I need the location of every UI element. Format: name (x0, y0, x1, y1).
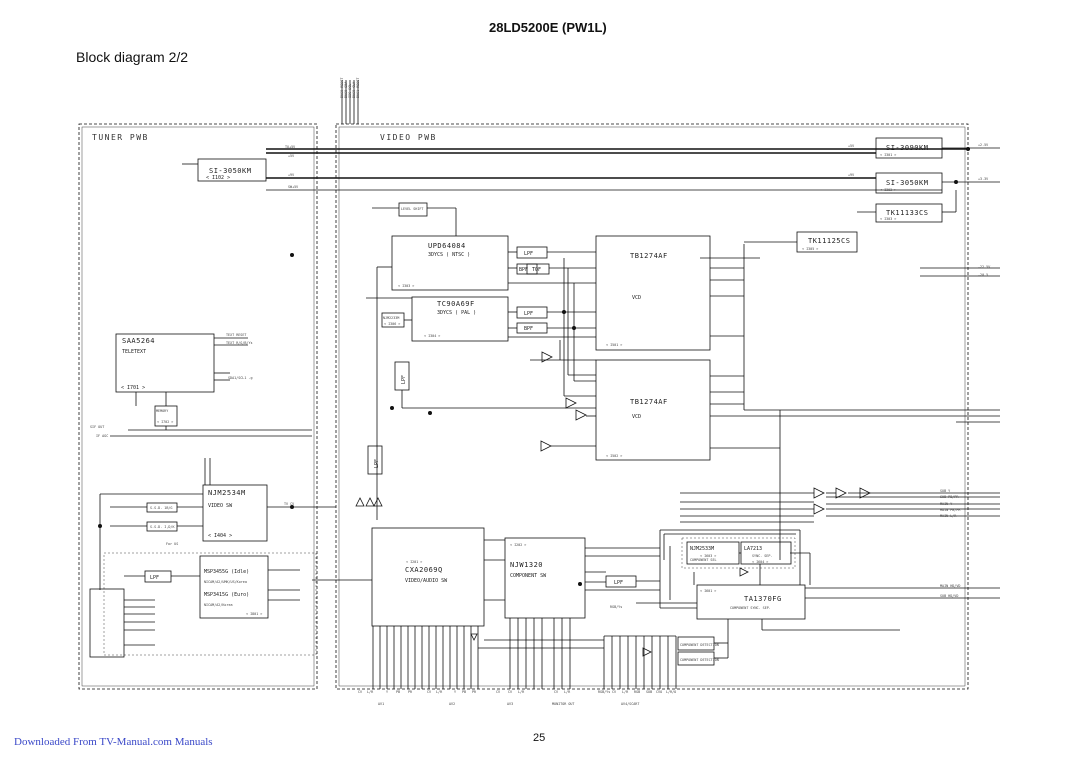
memory-label: MEMORY (156, 409, 169, 413)
msp-sub1: NICAM/A2/UMK/US/Korea (204, 580, 247, 584)
signal-3v3: +3.3V (978, 177, 989, 181)
pin-label: L/R (367, 690, 374, 694)
ssd1-label: S.S.D. 1B/G (150, 506, 173, 510)
tuner-pwb-frame (79, 124, 317, 689)
tk11133cs-label: TK11133CS (886, 209, 929, 217)
signal-rgb-ys: RGB/Ys (610, 605, 623, 609)
signal-tu5v: TU+5V (285, 145, 296, 149)
signal-main-lr: MAIN L/R (940, 514, 957, 518)
comp-det2-label: COMPONENT DETECTION (680, 658, 719, 662)
signal-5v: +5V (288, 154, 295, 158)
lpf-vert2-label: LPF (374, 458, 380, 468)
svg-text:BUS0 CLK: BUS0 CLK (352, 81, 356, 98)
video-pwb-frame (336, 124, 968, 689)
signal-sub-pbpr: SUB PB/PR (940, 495, 959, 499)
saa5264-ref: < I701 > (121, 385, 146, 391)
tof-label: TOF (532, 267, 542, 273)
tb1274af-2-ref: < I502 > (606, 454, 623, 458)
njw1320-sub: COMPONENT SW (510, 573, 547, 579)
pin-label: RGB (634, 690, 641, 694)
svg-text:BUS1 RESET: BUS1 RESET (356, 77, 360, 98)
comp-det1-label: COMPONENT DETECTION (680, 643, 719, 647)
signal-tv-cv: TV CV (284, 502, 295, 506)
signal-9v: +9V (288, 173, 295, 177)
saa5264-sub: TELETEXT (122, 349, 147, 355)
lpf-vert1-label: LPF (401, 374, 407, 384)
signal-text-reset: TEXT RESET (226, 333, 247, 337)
la7213-label: LA7213 (744, 546, 763, 552)
tb1274af-1-label: TB1274AF (630, 252, 668, 260)
pin-label: L/R (518, 690, 525, 694)
signal-for-us: For US (166, 542, 179, 546)
memory-ref: < I702 > (157, 420, 174, 424)
pin-label: L/R/O (666, 690, 677, 694)
connector-group: AV3 (507, 702, 514, 706)
signal-2v5: +2.5V (978, 143, 989, 147)
upd64084-ref: < I303 > (398, 284, 415, 288)
pin-label: Y (386, 690, 389, 694)
njm2233m-label: NJM2233M (383, 316, 400, 320)
tb1274af-1-sub: VCD (632, 295, 642, 301)
signal-main-pbpr: MAIN PB/PR (940, 508, 961, 512)
tb1274af-2-label: TB1274AF (630, 398, 668, 406)
signal-text-rgb: TEXT R/G/B/Ys (226, 341, 253, 345)
pin-label: CV (554, 690, 559, 694)
level-shift-label: LEVEL SHIFT (401, 207, 424, 211)
tc90a69f-ref: < I304 > (424, 334, 441, 338)
signal-sda-scl: SDA1/SCL1 -g (228, 376, 253, 380)
pin-label: SUB (646, 690, 653, 694)
ta1370fg-sub: COMPONENT SYNC. SEP. (730, 606, 771, 610)
signal-sub-y: SUB Y (940, 489, 951, 493)
bottom-connector-pins (358, 690, 676, 706)
signal-sub-hdvd: SUB HD/VD (940, 594, 959, 598)
pin-label: PB (462, 690, 467, 694)
tuner-connector-box (90, 589, 124, 657)
upd64084-sub: 3DYCS ( NTSC ) (428, 252, 471, 258)
ssd2-label: S.S.D. I,D/K (150, 525, 175, 529)
cxa2069q-label: CXA2069Q (405, 566, 443, 574)
saa5264-label: SAA5264 (122, 337, 156, 345)
si3090km-label: SI-3090KM (886, 144, 929, 152)
connector-group: MONITOR OUT (552, 702, 575, 706)
lpf1-label: LPF (524, 251, 534, 257)
pin-label: Y (454, 690, 457, 694)
si3050km-tuner-label: SI-3050KM (209, 167, 252, 175)
tk11125cs-label: TK11125CS (808, 237, 851, 245)
tc90a69f-label: TC90A69F (437, 300, 475, 308)
njm2533m-sub: COMPONENT SEL (690, 558, 717, 562)
njm2233m-ref: < I306 > (384, 322, 401, 326)
njm2534m-label: NJM2534M (208, 489, 246, 497)
msp-name2: MSP3415G (Euro) (204, 592, 250, 598)
pin-label: CVO (656, 690, 663, 694)
tuner-pwb-label: TUNER PWB (92, 133, 149, 142)
si3050km-video-ref: < I302 > (880, 188, 897, 192)
njm2534m-ref: < I404 > (208, 533, 233, 539)
svg-text:BUS0 SDA: BUS0 SDA (344, 81, 348, 98)
si3090km-ref: < I301 > (880, 153, 897, 157)
pin-label: PB (396, 690, 401, 694)
njm2533m-ref: < I603 > (700, 554, 717, 558)
msp-name1: MSP3455G (Idle) (204, 569, 250, 575)
msp-box (200, 556, 268, 618)
connector-group: AV4/SCART (621, 702, 640, 706)
tc90a69f-sub: 3DYCS ( PAL ) (437, 310, 477, 316)
tk11125cs-ref: < I305 > (802, 247, 819, 251)
njm2533m-label: NJM2533M (690, 546, 715, 552)
connector-group: AV1 (378, 702, 385, 706)
pin-label: CV (496, 690, 501, 694)
video-pwb-label: VIDEO PWB (380, 133, 437, 142)
signal-main-y: MAIN Y (940, 502, 953, 506)
pin-label: L/R (622, 690, 629, 694)
signal-if-agc: IF AGC (96, 434, 109, 438)
si3050km-tuner-ref: < I102 > (206, 175, 231, 181)
pin-label: L/R (564, 690, 571, 694)
bpf1-label: BPF (519, 267, 529, 273)
njm2534m-sub: VIDEO SW (208, 503, 233, 509)
connector-group: AV2 (449, 702, 456, 706)
svg-text:BUS0 RESET: BUS0 RESET (340, 77, 344, 98)
pin-label: PR (472, 690, 477, 694)
cxa2069q-ref: < I201 > (406, 560, 423, 564)
pin-label: L/R (436, 690, 443, 694)
signal-20v5: -20.5 (978, 273, 989, 277)
pin-label: RGB/Ys (598, 690, 611, 694)
lpf-tuner-label: LPF (150, 575, 160, 581)
signal-main-hdvd: MAIN HD/VD (940, 584, 961, 588)
ta1370fg-ref: < I601 > (700, 589, 717, 593)
source-link[interactable]: Downloaded From TV-Manual.com Manuals (14, 736, 213, 748)
pin-label: CV (612, 690, 617, 694)
njw1320-label: NJW1320 (510, 561, 544, 569)
upd64084-label: UPD64084 (428, 242, 466, 250)
lpf2-label: LPF (524, 311, 534, 317)
la7213-ref: < I604 > (752, 560, 769, 564)
section-title: Block diagram 2/2 (76, 49, 189, 65)
pin-label: PR (408, 690, 413, 694)
si3050km-video-label: SI-3050KM (886, 179, 929, 187)
cxa2069q-sub: VIDEO/AUDIO SW (405, 578, 448, 584)
header-title: 28LD5200E (PW1L) (489, 20, 607, 35)
signal-sw5v: SW+5V (288, 185, 299, 189)
tb1274af-2-sub: VCD (632, 414, 642, 420)
signal-22v5: -22.5V (978, 265, 991, 269)
bpf2-label: BPF (524, 326, 534, 332)
la7213-sub: SYNC. SEP. (752, 554, 773, 558)
cxa2069q-box (372, 528, 484, 626)
pin-label: CV (508, 690, 513, 694)
page-number: 25 (533, 732, 546, 744)
lpf-comp-label: LPF (614, 580, 624, 586)
msp-ref: < I801 > (246, 612, 263, 616)
tb1274af-1-ref: < I501 > (606, 343, 623, 347)
signal-sif-out: SIF OUT (90, 425, 105, 429)
ta1370fg-label: TA1370FG (744, 595, 782, 603)
pin-label: CV (427, 690, 432, 694)
signal-9v-right: +9V (848, 173, 855, 177)
njw1320-ref: < I202 > (510, 543, 527, 547)
signal-5v-right: +5V (848, 144, 855, 148)
msp-sub2: NICAM/A2/Korea (204, 603, 233, 607)
pin-label: CV (358, 690, 363, 694)
tb1274af-2-box (596, 360, 710, 460)
tk11133cs-ref: < I303 > (880, 217, 897, 221)
svg-text:IIC SCL: IIC SCL (348, 83, 352, 98)
